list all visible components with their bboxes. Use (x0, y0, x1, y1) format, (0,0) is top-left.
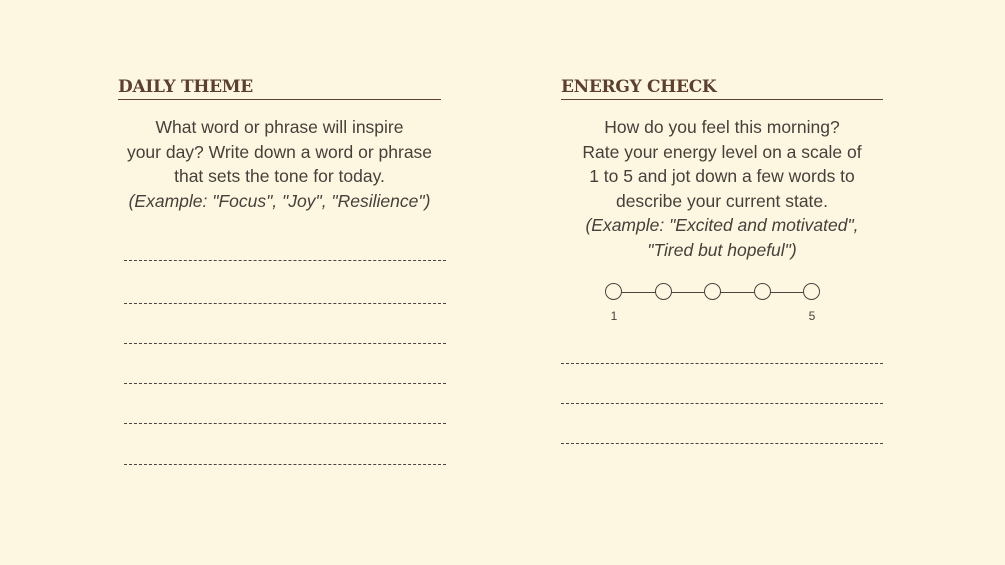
rating-option-4[interactable] (754, 283, 771, 300)
energy-rating-scale (605, 282, 825, 332)
rating-option-2[interactable] (655, 283, 672, 300)
prompt-line: How do you feel this morning? (604, 117, 840, 137)
writing-line-3[interactable] (561, 443, 883, 444)
writing-line-1[interactable] (124, 260, 446, 261)
rating-option-3[interactable] (704, 283, 721, 300)
prompt-line: What word or phrase will inspire (155, 117, 404, 137)
prompt-line: 1 to 5 and jot down a few words to (589, 166, 855, 186)
prompt-line: that sets the tone for today. (174, 166, 385, 186)
energy-check-prompt (561, 115, 883, 262)
writing-line-5[interactable] (124, 423, 446, 424)
daily-theme-heading: DAILY THEME (118, 76, 441, 100)
rating-option-1[interactable] (605, 283, 622, 300)
writing-line-2[interactable] (124, 303, 446, 304)
energy-check-heading: ENERGY CHECK (561, 76, 883, 100)
prompt-line: describe your current state. (615, 190, 829, 211)
writing-line-3[interactable] (124, 343, 446, 344)
energy-check-example-line: (Example: "Excited and motivated", (585, 215, 859, 235)
writing-line-2[interactable] (561, 403, 883, 404)
scale-min-label: 1 (610, 309, 618, 323)
rating-option-5[interactable] (803, 283, 820, 300)
writing-line-4[interactable] (124, 383, 446, 384)
daily-theme-example: (Example: "Focus", "Joy", "Resilience") (128, 190, 431, 211)
writing-line-1[interactable] (561, 363, 883, 364)
energy-check-example-line: "Tired but hopeful") (647, 239, 797, 260)
prompt-line: your day? Write down a word or phrase (126, 141, 433, 162)
scale-max-label: 5 (808, 309, 816, 323)
writing-line-6[interactable] (124, 464, 446, 465)
daily-theme-section (118, 76, 448, 213)
prompt-line: Rate your energy level on a scale of (582, 141, 862, 162)
energy-check-section (561, 76, 883, 323)
daily-theme-prompt (118, 115, 441, 213)
